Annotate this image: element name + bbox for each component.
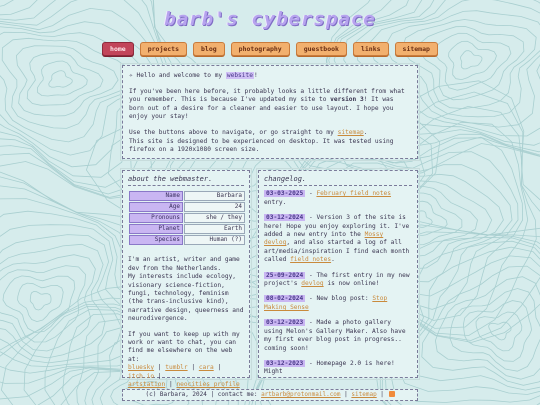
- nav-projects-button[interactable]: projects: [140, 42, 187, 56]
- list-item: 25-09-2024 - The first entry in my new project's devlog is now online!: [264, 271, 410, 288]
- nav-blog-button[interactable]: blog: [193, 42, 225, 56]
- main-nav: [0, 42, 540, 56]
- email-link[interactable]: artbarb@protonmail.com: [261, 391, 341, 398]
- field-notes-link[interactable]: February field notes: [316, 190, 391, 198]
- cara-link[interactable]: cara: [198, 364, 214, 372]
- rss-icon[interactable]: [389, 391, 395, 397]
- tumblr-link[interactable]: tumblr: [165, 364, 188, 372]
- mossy-devlog-link[interactable]: Mossy devlog: [264, 231, 384, 247]
- nav-photography-button[interactable]: photography: [231, 42, 290, 56]
- webmaster-title: about the webmaster.: [128, 175, 244, 186]
- list-item: 03-12-2023 - Made a photo gallery using Melon's Gallery Maker. Also have my first ever blog post in progress.. coming soon!: [264, 319, 406, 352]
- changelog-box: [258, 170, 418, 378]
- list-item: 08-02-2024 - New blog post: Stop Making Sense: [264, 295, 388, 311]
- about-text: I'm an artist, writer and game dev from the Netherlands. My interests include ecology, visionary science-fiction, fungi, technology, feminism (the trans-inclusive kind), narrative design, queerness and neurodivergence. If you want to keep up with my work or want to chat, you can find me elsewhere on the web at: bluesky | tumblr | cara | itch.io | artstation | neocities profile: [128, 256, 244, 389]
- table-row: Age 24: [129, 202, 245, 212]
- table-row: Species Human (?): [129, 235, 245, 245]
- list-item: 03-12-2023 - Homepage 2.0 is here! Might: [264, 359, 395, 376]
- list-item: 03-03-2025 - February field notes entry.: [264, 190, 391, 206]
- nav-guestbook-button[interactable]: guestbook: [296, 42, 347, 56]
- welcome-box: [122, 65, 418, 159]
- field-notes-link[interactable]: field notes: [290, 256, 332, 264]
- table-row: Name Barbara: [129, 191, 245, 201]
- nav-links-button[interactable]: links: [353, 42, 389, 56]
- info-table: [128, 190, 246, 246]
- bluesky-link[interactable]: bluesky: [128, 364, 155, 372]
- table-row: Planet Earth: [129, 224, 245, 234]
- sitemap-link[interactable]: sitemap: [337, 128, 364, 136]
- blog-post-link[interactable]: Stop Making Sense: [264, 295, 388, 311]
- nav-home-button[interactable]: home: [102, 42, 134, 56]
- list-item: 03-12-2024 - Version 3 of the site is here! Hope you enjoy exploring it. I've added a new entry into the Mossy devlog, and also started a log of all art/media/inspiration I find each month called field notes.: [264, 214, 410, 264]
- table-row: Pronouns she / they: [129, 213, 245, 223]
- itchio-link[interactable]: itch.io: [128, 372, 155, 380]
- welcome-paragraph: If you've been here before, it probably looks a little different from what you remember. This is because I've updated my site to version 3! It was born out of a desire for a cleaner and easier to use layout. I hope you enjoy your stay!: [129, 87, 405, 121]
- website-highlight: website: [226, 72, 253, 79]
- footer-sitemap-link[interactable]: sitemap: [351, 391, 377, 398]
- navigation-paragraph: Use the buttons above to navigate, or go straight to my sitemap. This site is designed to be experienced on desktop. It was tested using firefox on a 1920x1080 screen size.: [129, 128, 394, 154]
- devlog-link[interactable]: devlog: [301, 280, 324, 288]
- welcome-greeting: ✧ Hello and welcome to my website!: [129, 72, 258, 79]
- star-icon: ✧: [129, 72, 133, 79]
- site-title: barb's cyberspace: [164, 8, 376, 30]
- changelog-title: changelog.: [264, 175, 412, 186]
- neocities-profile-link[interactable]: neocities profile: [176, 381, 240, 389]
- webmaster-box: [122, 170, 250, 389]
- artstation-link[interactable]: artstation: [128, 381, 166, 389]
- footer: (c) Barbara, 2024 | contact me: artbarb@protonmail.com | sitemap |: [122, 389, 418, 401]
- nav-sitemap-button[interactable]: sitemap: [395, 42, 438, 56]
